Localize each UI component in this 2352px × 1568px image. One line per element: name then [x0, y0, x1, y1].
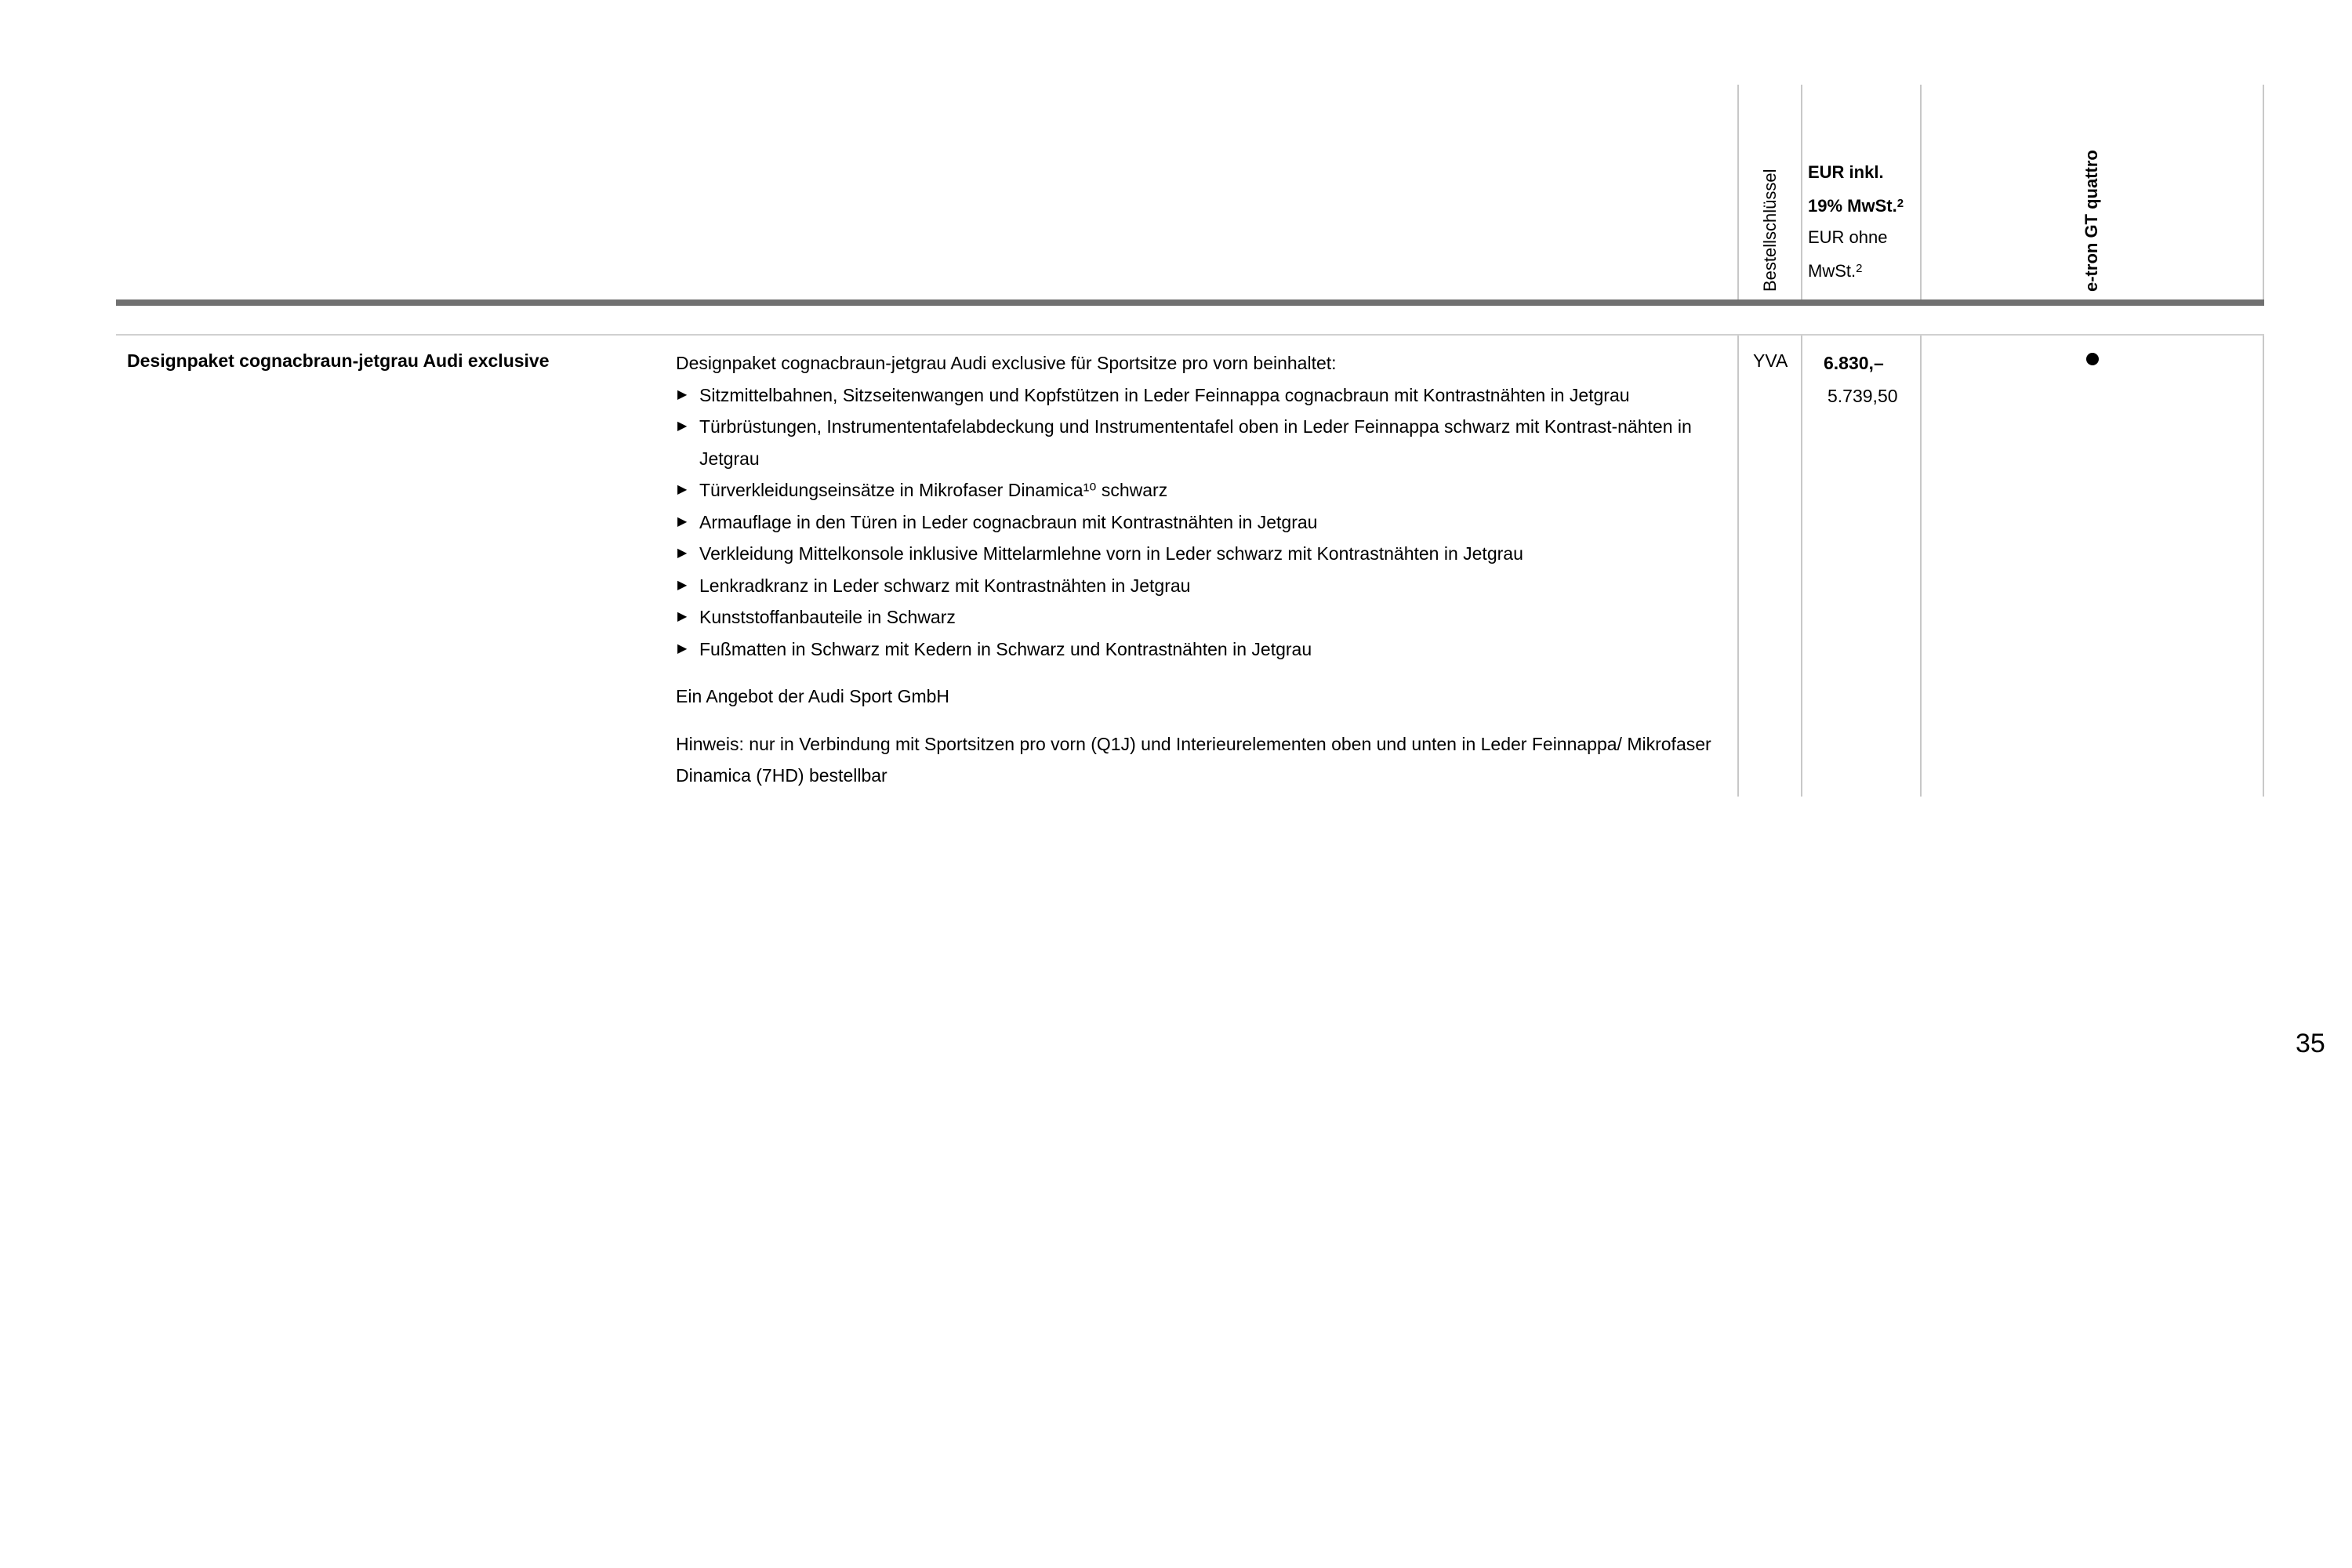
column-header-order-key: Bestellschlüssel	[1760, 169, 1780, 292]
footnote-ref: 2	[1896, 197, 1904, 210]
price-gross-label-line2: 19% MwSt.$^2$	[1808, 196, 1904, 216]
triangle-right-icon: ▶	[677, 641, 688, 655]
column-divider-model	[1920, 85, 1922, 301]
list-item: ▶ Verkleidung Mittelkonsole inklusive Mittelarmlehne vorn in Leder schwarz mit Kontrastnähten in Jetgrau	[676, 538, 1719, 570]
header-rule	[116, 299, 2264, 306]
list-item: ▶ Sitzmittelbahnen, Sitzseitenwangen und Kopfstützen in Leder Feinnappa cognacbraun mit Kontrastnähten in Jetgrau	[676, 379, 1719, 412]
column-divider-price	[1801, 336, 1802, 797]
offer-note: Ein Angebot der Audi Sport GmbH	[676, 686, 950, 706]
option-description	[676, 347, 1719, 792]
triangle-right-icon: ▶	[677, 578, 688, 592]
price-gross: 6.830,–	[1824, 353, 1884, 373]
column-divider-price	[1801, 85, 1802, 301]
list-item: ▶ Kunststoffanbauteile in Schwarz	[676, 601, 1719, 633]
option-title: Designpaket cognacbraun-jetgrau Audi exclusive	[127, 350, 550, 371]
list-item: ▶ Türverkleidungseinsätze in Mikrofaser Dinamica¹⁰ schwarz	[676, 474, 1719, 506]
triangle-right-icon: ▶	[677, 546, 688, 560]
column-header-price	[1808, 157, 1904, 287]
row-separator	[116, 334, 2264, 336]
list-item: ▶ Fußmatten in Schwarz mit Kedern in Schwarz und Kontrastnähten in Jetgrau	[676, 633, 1719, 666]
description-intro: Designpaket cognacbraun-jetgrau Audi exclusive für Sportsitze pro vorn beinhaltet:	[676, 353, 1337, 373]
column-divider-right	[2263, 336, 2264, 797]
price-gross-label-line1: EUR inkl.	[1808, 162, 1884, 182]
page-number: 35	[2296, 1029, 2325, 1058]
column-divider-model	[1920, 336, 1922, 797]
price-net: 5.739,50	[1828, 386, 1898, 406]
feature-list	[676, 379, 1719, 666]
order-code: YVA	[1753, 350, 1788, 371]
availability-note: Hinweis: nur in Verbindung mit Sportsitzen pro vorn (Q1J) und Interieurelementen oben und unten in Leder Feinnappa/ Mikrofaser Dinamica (7HD) bestellbar	[676, 733, 1711, 786]
column-header-model: e-tron GT quattro	[2082, 150, 2101, 292]
column-divider-right	[2263, 85, 2264, 301]
triangle-right-icon: ▶	[677, 483, 688, 496]
triangle-right-icon: ▶	[677, 610, 688, 623]
filled-circle-icon	[2086, 353, 2099, 365]
list-item: ▶ Lenkradkranz in Leder schwarz mit Kontrastnähten in Jetgrau	[676, 570, 1719, 602]
price-net-label-line2: MwSt.$^2$	[1808, 261, 1863, 281]
triangle-right-icon: ▶	[677, 514, 688, 528]
price-net-label-line1: EUR ohne	[1808, 227, 1888, 247]
footnote-ref: 2	[1856, 262, 1863, 275]
list-item: ▶ Türbrüstungen, Instrumententafelabdeckung und Instrumententafel oben in Leder Feinnappa schwarz mit Kontrast-nähten in Jetgrau	[676, 411, 1719, 474]
list-item: ▶ Armauflage in den Türen in Leder cognacbraun mit Kontrastnähten in Jetgrau	[676, 506, 1719, 539]
column-divider-order	[1737, 85, 1739, 301]
column-divider-order	[1737, 336, 1739, 797]
triangle-right-icon: ▶	[677, 419, 688, 433]
triangle-right-icon: ▶	[677, 387, 688, 401]
